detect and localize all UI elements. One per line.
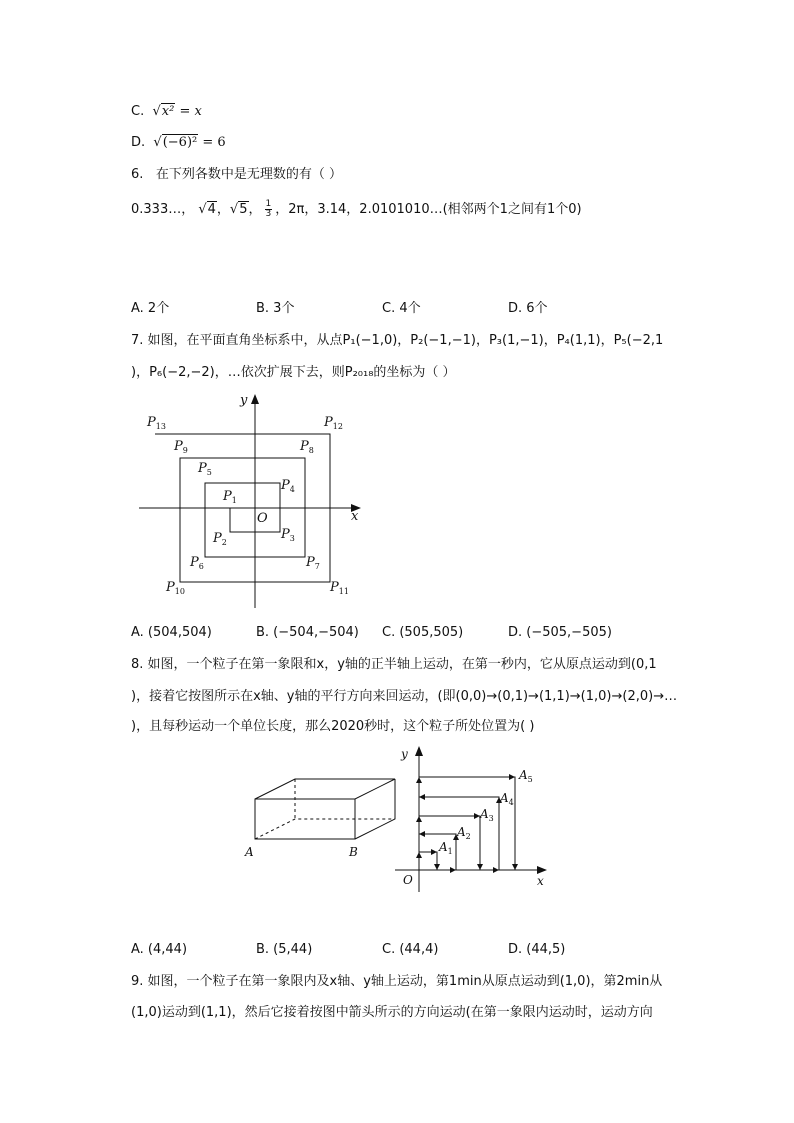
option-c: C. 4个 [382,301,421,316]
point-labels [146,415,349,596]
svg-text:P9: $P_9$ [174,439,188,455]
svg-text:P6: $P_6$ [190,555,204,571]
axis-x-label: x [537,874,544,888]
math-expression: √x² = x [148,104,202,119]
math-expression: √(−6)² = 6 [149,135,226,150]
option-d: D. 6个 [508,301,548,316]
svg-text:P8: $P_8$ [300,439,314,455]
question-8-stem-line-3: )，且每秒运动一个单位长度，那么2020秒时，这个粒子所处位置为( ) [131,719,535,734]
svg-text:P10: $P_{10}$ [166,580,185,596]
question-8-stem-line-2: )，接着它按图所示在x轴、y轴的平行方向来回运动，(即(0,0)→(0,1)→(1,1)→(1,0)→(2,0)→… [131,689,678,704]
option-d-q5 [131,134,226,152]
option-a: A. (504,504) [131,625,212,640]
list-item: 5 [239,202,248,217]
figure-8-particle-path [395,742,555,892]
option-c: C. (44,4) [382,942,439,957]
option-d: D. (44,5) [508,942,566,957]
question-9-stem-line-1: 9. 如图，一个粒子在第一象限内及x轴、y轴上运动，第1min从原点运动到(1,0)，第2min从 [131,974,663,989]
svg-text:A2: $A_2$ [457,825,471,841]
origin-label: O [403,873,413,887]
point-labels [438,768,533,856]
question-number: 6. [131,167,144,182]
axis-y-label: y [240,393,248,408]
option-b: B. (−504,−504) [256,625,359,640]
option-c-q5 [131,103,202,121]
svg-text:P1: $P_1$ [223,489,237,505]
vertex-b-label: B [349,845,358,859]
svg-text:A1: $A_1$ [439,840,453,856]
origin-label: O [257,511,268,526]
vertex-a-label: A [245,845,254,859]
svg-text:P12: $P_{12}$ [324,415,343,431]
fraction: $\frac{1}{3}$ [265,199,272,219]
svg-text:P13: $P_{13}$ [147,415,166,431]
option-d: D. (−505,−505) [508,625,612,640]
svg-text:A3: $A_3$ [480,807,494,823]
option-c: C. (505,505) [382,625,464,640]
question-9-stem-line-2: (1,0)运动到(1,1)，然后它接着按图中箭头所示的方向运动(在第一象限内运动时，运动方向 [131,1005,653,1020]
svg-text:P5: $P_5$ [198,461,212,477]
axis-x-label: x [351,509,359,524]
list-item: 0.333…， [131,202,195,217]
list-item: 4 [207,202,216,217]
figure-7-spiral [135,392,375,612]
question-text: 在下列各数中是无理数的有（ ） [155,167,342,182]
svg-text:P2: $P_2$ [213,531,227,547]
question-6-number-list: 0.333…， √4，√5， $\frac{1}{3}$ ，2π，3.14，2.0101010…(相邻两个1之间有1个0) [131,199,582,219]
option-label: D. [131,135,146,150]
option-a: A. (4,44) [131,942,188,957]
svg-text:P4: $P_4$ [281,478,295,494]
axis-y-label: y [401,747,408,761]
svg-text:A4: $A_4$ [500,791,514,807]
question-8-stem-line-1: 8. 如图，一个粒子在第一象限和x，y轴的正半轴上运动，在第一秒内，它从原点运动到(0,1 [131,657,657,672]
question-7-stem-line-2: )，P₆(−2,−2)，…依次扩展下去，则P₂₀₁₈的坐标为（ ） [131,365,456,380]
option-label: C. [131,104,145,119]
question-7-stem-line-1: 7. 如图，在平面直角坐标系中，从点P₁(−1,0)，P₂(−1,−1)，P₃(1,−1)，P₄(1,1)，P₅(−2,1 [131,333,664,348]
option-b: B. (5,44) [256,942,313,957]
svg-text:A5: $A_5$ [519,768,533,784]
svg-text:P3: $P_3$ [281,527,295,543]
list-item: 2π，3.14，2.0101010…(相邻两个1之间有1个0) [288,202,582,217]
svg-text:P11: $P_{11}$ [330,580,349,596]
question-6-stem [131,166,342,184]
figure-8-box [243,775,403,865]
option-a: A. 2个 [131,301,170,316]
svg-text:P7: $P_7$ [306,555,320,571]
option-b: B. 3个 [256,301,295,316]
